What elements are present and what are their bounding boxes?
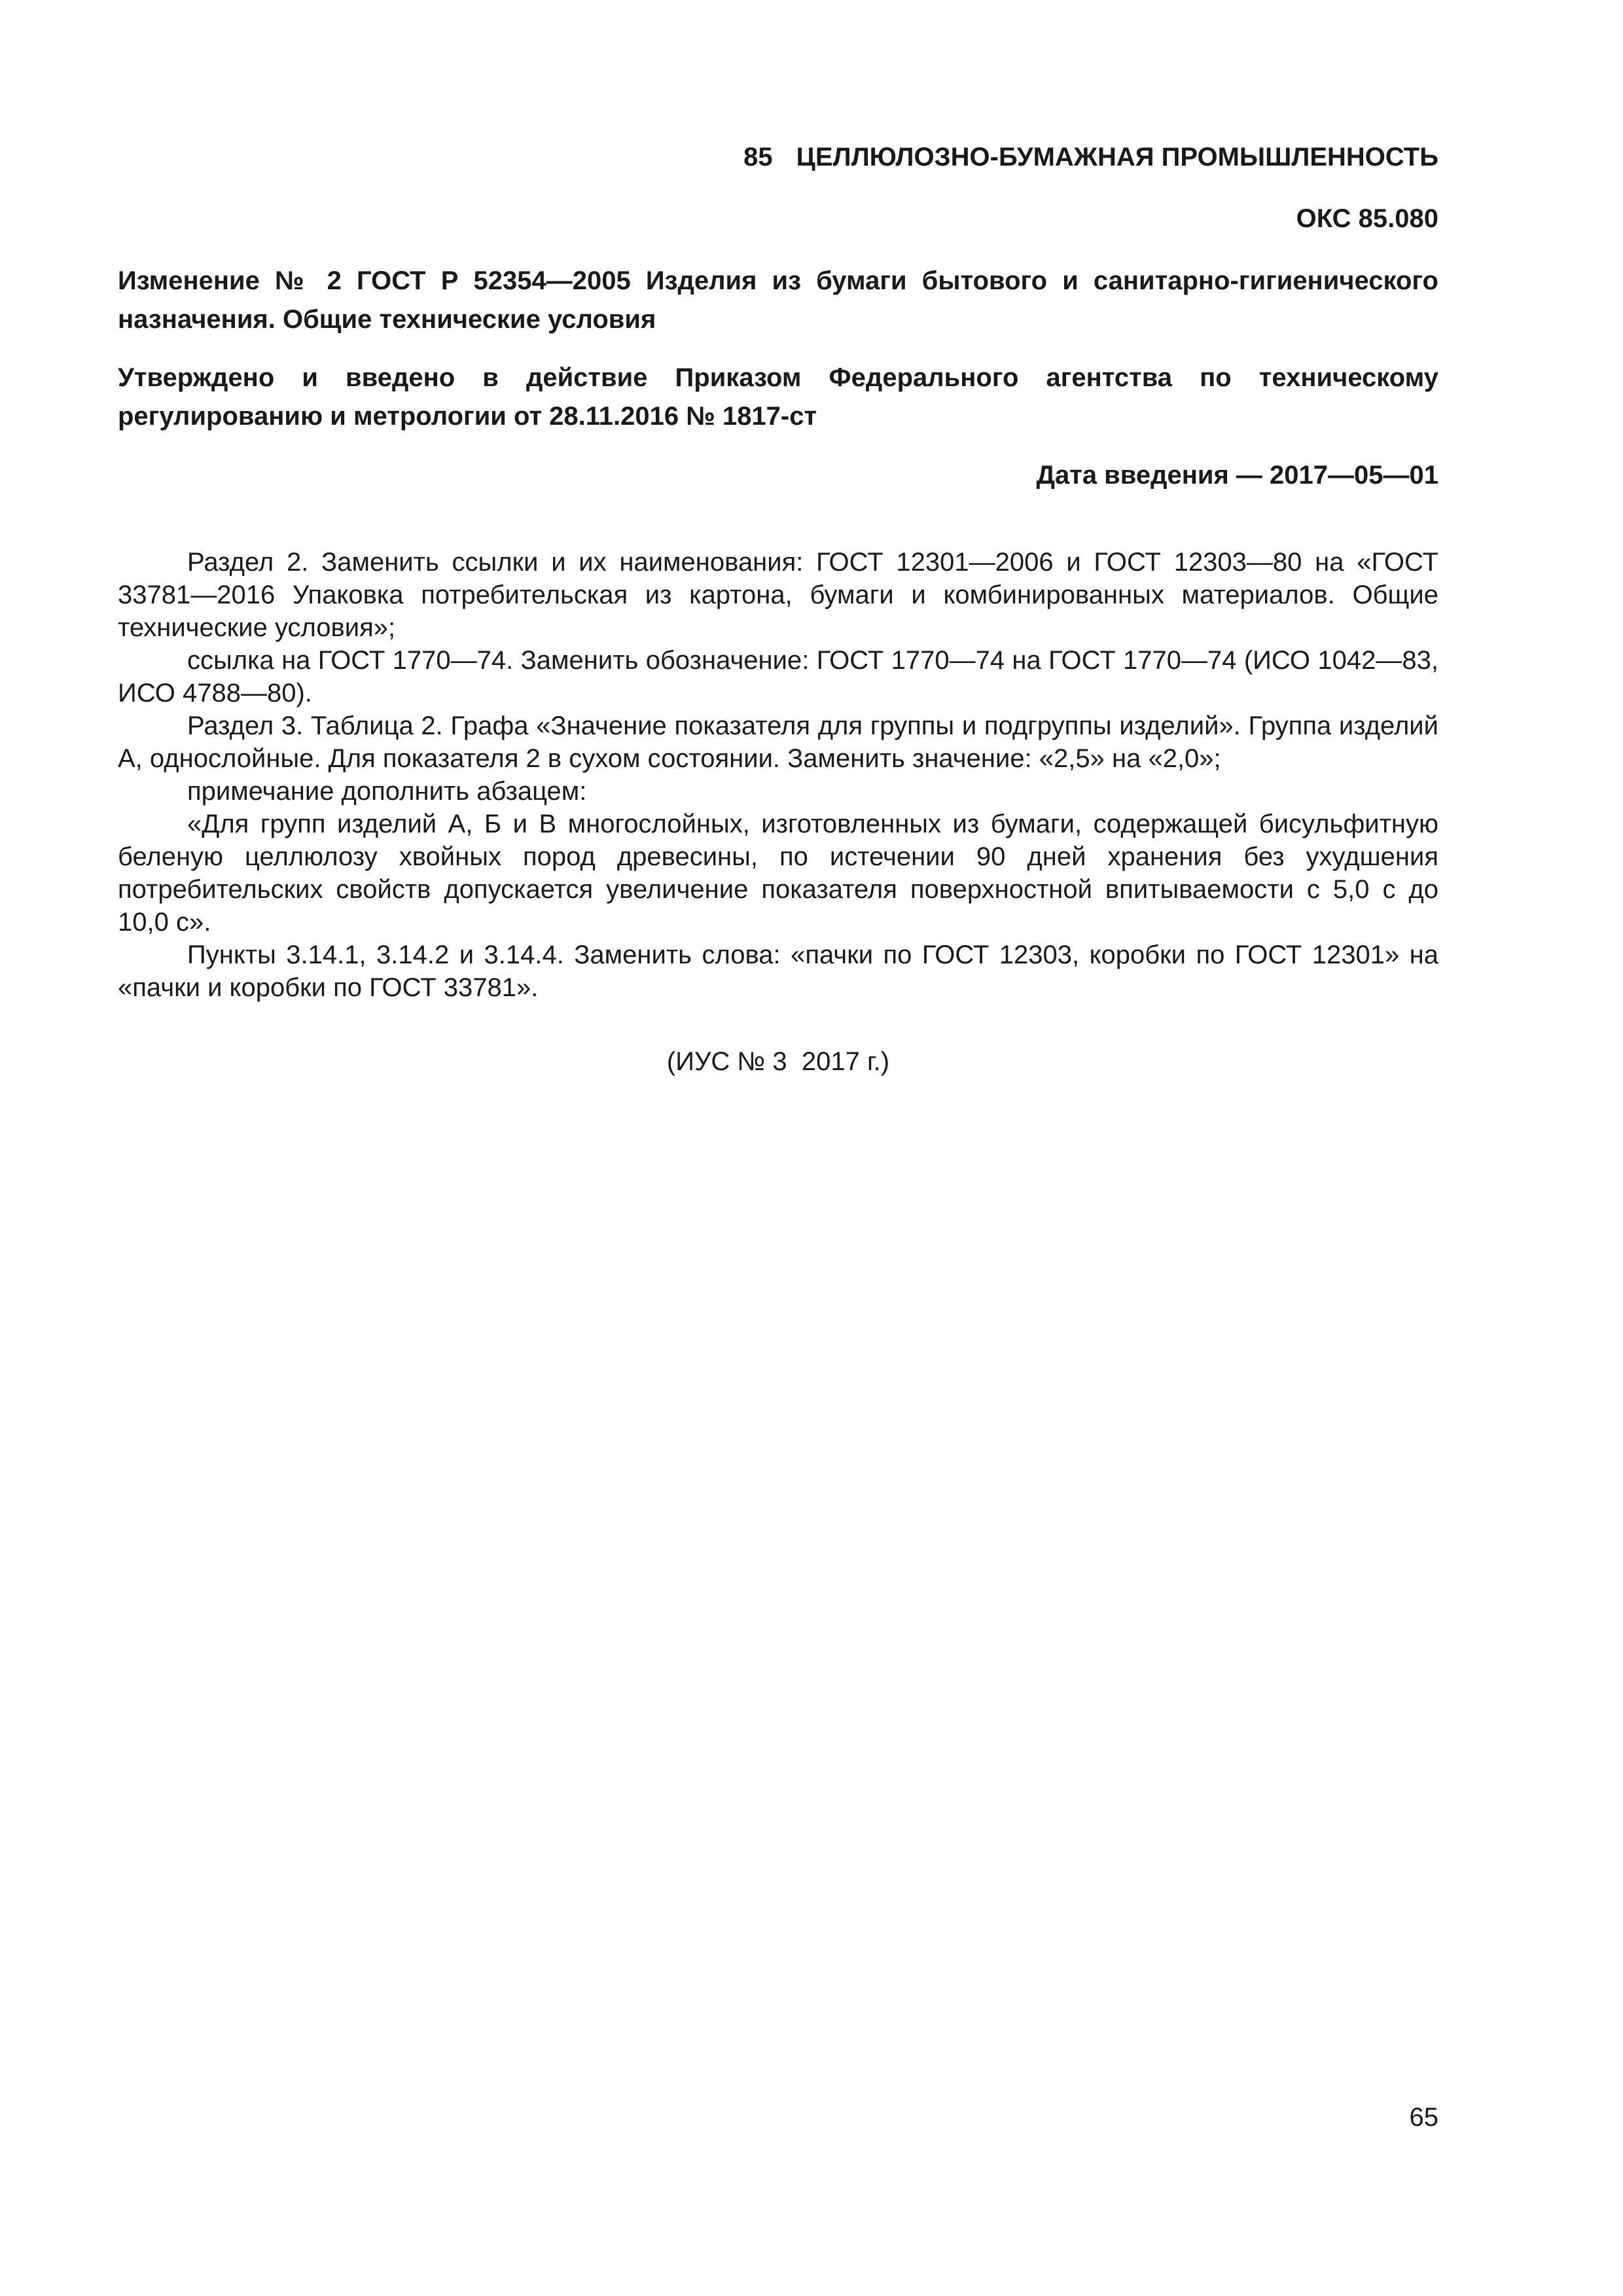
section-heading — [118, 137, 1438, 177]
amendment-paragraph: Раздел 2. Заменить ссылки и их наименования: ГОСТ 12301—2006 и ГОСТ 12303—80 на «ГОСТ 33781—2016 Упаковка потребительская из картона, бумаги и комбинированных материалов. Общие технические условия»; — [118, 548, 1438, 642]
approval-statement: Утверждено и введено в действие Приказом Федерального агентства по техническому регулированию и метрологии от 28.11.2016 № 1817-ст — [118, 363, 1438, 431]
ius-reference: (ИУС № 3 2017 г.) — [666, 1047, 890, 1076]
amendment-paragraph: ссылка на ГОСТ 1770—74. Заменить обозначение: ГОСТ 1770—74 на ГОСТ 1770—74 (ИСО 1042—83, ИСО 4788—80). — [118, 646, 1438, 708]
section-number: 85 — [743, 143, 773, 171]
section-title: ЦЕЛЛЮЛОЗНО-БУМАЖНАЯ ПРОМЫШЛЕННОСТЬ — [796, 143, 1438, 171]
effective-date: Дата введения — 2017—05—01 — [1036, 461, 1438, 490]
document-body — [118, 137, 1438, 1081]
amendment-paragraph: примечание дополнить абзацем: — [187, 777, 587, 806]
amendment-paragraph: Пункты 3.14.1, 3.14.2 и 3.14.4. Заменить слова: «пачки по ГОСТ 12303, коробки по ГОСТ 12301» на «пачки и коробки по ГОСТ 33781». — [118, 941, 1438, 1002]
page-number: 65 — [1409, 2103, 1438, 2132]
oks-code: ОКС 85.080 — [1296, 204, 1438, 233]
amendment-paragraph: «Для групп изделий А, Б и В многослойных, изготовленных из бумаги, содержащей бисульфитную беленую целлюлозу хвойных пород древесины, по истечении 90 дней хранения без ухудшения потребительских свойств допускается увеличение показателя поверхностной впитываемости с 5,0 с до 10,0 с». — [118, 810, 1438, 937]
amendment-title: Изменение № 2 ГОСТ Р 52354—2005 Изделия из бумаги бытового и санитарно-гигиенического назначения. Общие технические условия — [118, 266, 1438, 334]
amendment-paragraph: Раздел 3. Таблица 2. Графа «Значение показателя для группы и подгруппы изделий». Группа изделий А, однослойные. Для показателя 2 в сухом состоянии. Заменить значение: «2,5» на «2,0»; — [118, 711, 1438, 773]
